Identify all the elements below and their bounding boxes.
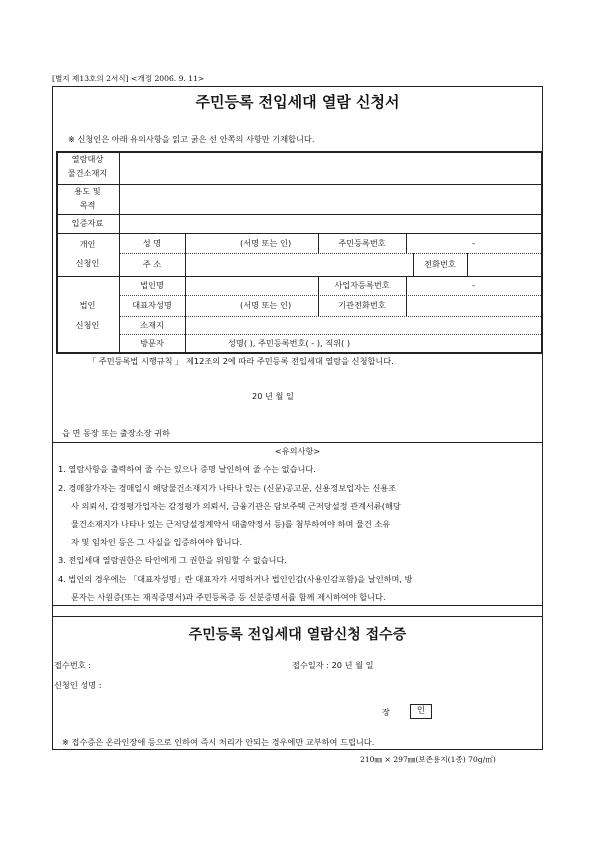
receipt-title: 주민등록 전입세대 열람신청 접수증	[188, 627, 407, 643]
form-header: [별지 제13호의 2서식] <개정 2006. 9. 11>	[52, 74, 205, 83]
property-label: 물건소재지	[67, 168, 108, 178]
paper-spec-footer: 210㎜ × 297㎜(보존용지(1종) 70g/㎡)	[360, 755, 496, 764]
table-bottom-border	[56, 352, 543, 354]
name-label: 성 명	[142, 238, 162, 248]
seal-box: 인	[410, 704, 432, 719]
caution-item: 4. 법인의 경우에는 「대표자성명」란 대표자가 서명하거나 법인인감(사용인감포함)을 날인하며, 방	[58, 574, 413, 584]
corp-name-label: 법인명	[140, 280, 164, 290]
individual-applicant-label: 신청인	[75, 258, 100, 268]
purpose-label: 용도 및	[74, 186, 101, 196]
receipt-date-label: 접수일자 : 20 년 월 일	[292, 660, 374, 670]
phone-label: 전화번호	[424, 259, 456, 269]
application-statement: 「 주민등록법 시행규칙 」 제12조의 2에 따라 주민등록 전입세대 열람을 신청합니다.	[88, 356, 394, 366]
property-location-field[interactable]	[120, 152, 540, 183]
caution-item: 자 및 임차인 등은 그 사실을 입증하여야 합니다.	[71, 537, 243, 547]
phone-field[interactable]	[468, 254, 540, 275]
caution-item: 문자는 사원증(또는 재직증명서)과 주민등록증 등 신분증명서를 함께 제시하여야 합니다.	[71, 592, 386, 602]
business-number-label: 사업자등록번호	[334, 280, 390, 290]
location-label: 소재지	[140, 320, 164, 330]
visitor-fields[interactable]: 성명( ), 주민등록번호( - ), 직위( )	[228, 338, 351, 348]
representative-label: 대표자성명	[132, 300, 172, 310]
visitor-label: 방문자	[140, 338, 164, 348]
business-number-dash: -	[472, 280, 475, 290]
address-label: 주 소	[142, 259, 162, 269]
receipt-notice: ※ 접수증은 온라인장애 등으로 인하여 즉시 처리가 안되는 경우에만 교부하여 드립니다.	[62, 737, 375, 747]
purpose-field[interactable]	[120, 185, 540, 213]
caution-item: 물건소재지가 나타나 있는 근저당설정계약서 대출약정서 등)를 첨부하여야 하며 물건 소유	[71, 519, 391, 529]
caution-item: 1. 열람사항을 출력하여 줄 수는 있으나 증명 날인하여 줄 수는 없습니다.	[58, 464, 316, 474]
sign-hint: (서명 또는 인)	[240, 300, 292, 310]
receipt-number-label: 접수번호 :	[54, 660, 91, 670]
section-divider	[52, 442, 543, 443]
evidence-label: 입증자료	[71, 218, 104, 228]
row-divider	[119, 334, 543, 335]
corp-name-field[interactable]	[186, 277, 317, 294]
caution-item: 3. 전입세대 열람권한은 타인에게 그 권한을 위임할 수 없습니다.	[58, 555, 287, 565]
address-field[interactable]	[186, 254, 412, 275]
agency-phone-label: 기관전화번호	[338, 300, 386, 310]
corporate-applicant-label: 신청인	[75, 320, 100, 330]
cut-line	[52, 605, 543, 606]
caution-item: 사 의뢰서, 감정평가업자는 감정평가 의뢰서, 금융기관은 담보주택 근저당설정 관계서류(해당	[71, 501, 401, 511]
resident-number-label: 주민등록번호	[338, 238, 386, 248]
resident-number-dash: -	[472, 238, 475, 248]
chief-label: 장	[382, 707, 390, 717]
corporate-applicant-label: 법인	[79, 300, 96, 310]
caution-title: <유의사항>	[274, 446, 321, 456]
agency-phone-field[interactable]	[407, 296, 540, 315]
individual-applicant-label: 개인	[79, 239, 96, 249]
instruction-note: ※ 신청인은 아래 유의사항을 읽고 굵은 선 안쪽의 사항만 기재합니다.	[68, 134, 315, 144]
cut-line	[52, 616, 543, 617]
sign-hint: (서명 또는 인)	[240, 238, 292, 248]
application-date[interactable]: 20 년 월 일	[252, 391, 294, 401]
page-title: 주민등록 전입세대 열람 신청서	[195, 93, 400, 111]
addressee: 읍 면 동장 또는 출장소장 귀하	[62, 428, 170, 438]
table-right-border	[541, 151, 543, 352]
evidence-field[interactable]	[120, 215, 540, 232]
receipt-applicant-label: 신청인 성명 :	[54, 680, 102, 690]
caution-item: 2. 경매참가자는 경매일시 해당물건소재지가 나타나 있는 (신문)공고문, 신용정보업자는 신용조	[58, 483, 397, 493]
property-label: 열람대상	[71, 154, 104, 164]
location-field[interactable]	[186, 317, 540, 333]
purpose-label: 목적	[79, 200, 96, 210]
